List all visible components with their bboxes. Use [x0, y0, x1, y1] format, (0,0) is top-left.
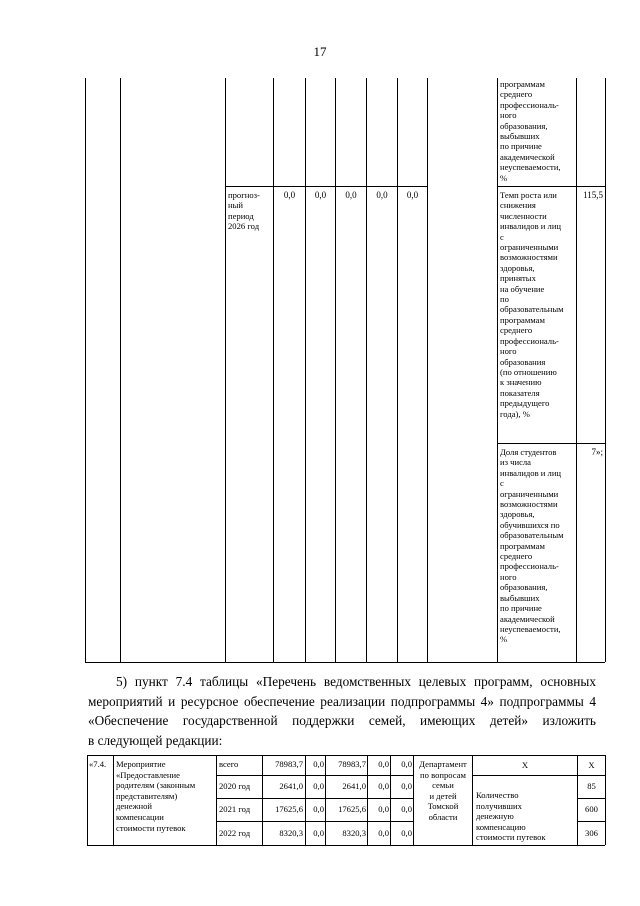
extra-budget-cell: 0,0 — [401, 781, 412, 791]
forecast-value: 0,0 — [345, 190, 357, 200]
indicator-text: Доля студентов из числа инвалидов и лиц с ограниченными возможностями здоровья, обучившихся по образовательным программам среднего профессиональ- ного образования, выбывших по причине академической неуспеваемости, % — [500, 447, 564, 645]
forecast-period: прогноз- ный период 2026 год — [228, 190, 260, 232]
forecast-value: 0,0 — [283, 190, 296, 200]
local-cell: 0,0 — [378, 804, 389, 814]
indicator-value: 85 — [587, 781, 596, 791]
activity-name: Мероприятие «Предоставление родителям (законным представителям) денежной компенсации стоимости путевок — [116, 759, 196, 833]
indicator-value: 115,5 — [583, 190, 603, 200]
paragraph-line: «Обеспечение государственной поддержки семей, имеющих детей» изложить — [88, 713, 596, 728]
federal-cell: 0,0 — [313, 781, 324, 791]
paragraph-line: в следующей редакции: — [88, 732, 223, 748]
extra-budget-cell: 0,0 — [401, 804, 412, 814]
regional-cell: 2641,0 — [342, 781, 366, 791]
forecast-value: 0,0 — [314, 190, 327, 200]
indicator-text: программам среднего профессиональ- ного образования, выбывших по причине академической неуспеваемости, % — [500, 79, 561, 183]
value-header: X — [588, 760, 595, 770]
amendment-paragraph — [88, 672, 596, 750]
extra-budget-cell: 0,0 — [401, 828, 412, 838]
forecast-value: 0,0 — [406, 190, 419, 200]
total-cell: 17625,6 — [275, 804, 303, 814]
indicator-header: X — [521, 760, 529, 770]
indicator-text: Количество получивших денежную компенсацию стоимости путевок — [476, 790, 546, 843]
page-number: 17 — [313, 44, 327, 59]
federal-cell: 0,0 — [313, 759, 324, 769]
period-cell: 2021 год — [219, 804, 251, 814]
paragraph-line: 5) пункт 7.4 таблицы «Перечень ведомственных целевых программ, основных — [116, 674, 596, 689]
period-cell: 2020 год — [219, 781, 251, 791]
federal-cell: 0,0 — [313, 804, 324, 814]
item-number: «7.4. — [89, 759, 107, 769]
period-cell: 2022 год — [219, 828, 251, 838]
regional-cell: 78983,7 — [338, 759, 366, 769]
local-cell: 0,0 — [378, 759, 389, 769]
local-cell: 0,0 — [378, 781, 389, 791]
indicator-value: 306 — [585, 828, 598, 838]
executor: Департамент по вопросам семьи и детей Томской области — [419, 759, 467, 822]
indicator-value: 600 — [585, 804, 598, 814]
extra-budget-cell: 0,0 — [401, 759, 412, 769]
forecast-value: 0,0 — [376, 190, 388, 200]
total-cell: 2641,0 — [279, 781, 303, 791]
local-cell: 0,0 — [378, 828, 389, 838]
total-cell: 8320,3 — [279, 828, 303, 838]
federal-cell: 0,0 — [313, 828, 324, 838]
regional-cell: 8320,3 — [342, 828, 366, 838]
indicator-text: Темп роста или снижения численности инвалидов и лиц с ограниченными возможностями здоровья, принятых на обучение по образовательным программам среднего профессиональ- ного образования (по отношению к значению показателя предыдущего года), % — [500, 190, 564, 419]
paragraph-line: мероприятий и ресурсное обеспечение реализации подпрограммы 4» подпрограммы 4 — [88, 693, 596, 709]
total-cell: 78983,7 — [275, 759, 303, 769]
period-cell: всего — [219, 759, 239, 769]
regional-cell: 17625,6 — [338, 804, 366, 814]
indicator-value: 7»; — [591, 447, 603, 457]
